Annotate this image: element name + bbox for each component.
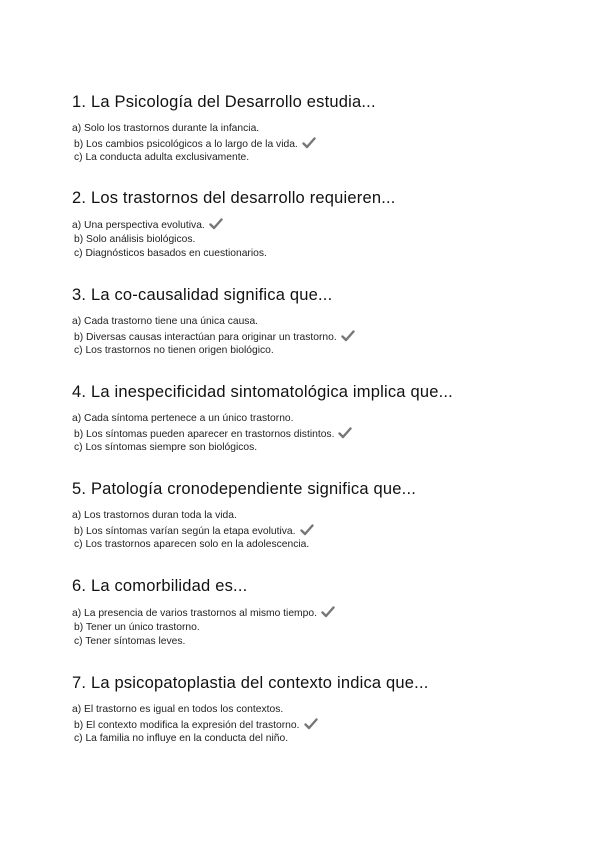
option-c [72,247,572,262]
option-b [72,137,572,152]
option-a [72,218,572,233]
checkmark-icon [302,137,316,149]
option-text: b) Tener un único trastorno. [74,621,200,633]
option-text: c) La conducta adulta exclusivamente. [74,152,250,164]
option-text: c) Tener síntomas leves. [74,636,186,648]
option-text: b) Solo análisis biológicos. [74,233,196,245]
question-title: 7. La psicopatoplastia del contexto indica que... [72,674,429,692]
option-b [72,330,572,345]
option-c [72,538,572,553]
option-c [72,732,572,747]
checkmark-icon [341,330,355,342]
option-text: b) Los síntomas varían según la etapa evolutiva. [74,525,296,537]
option-a [72,606,572,621]
option-text: c) Los síntomas siempre son biológicos. [74,442,258,454]
question-title: 3. La co-causalidad significa que... [72,286,333,304]
option-c [72,344,572,359]
option-c [72,635,572,650]
option-list [72,218,572,262]
option-b [72,621,572,636]
option-text: a) Cada síntoma pertenece a un único trastorno. [72,413,294,424]
checkmark-icon [338,427,352,439]
option-b [72,524,572,539]
option-text: a) La presencia de varios trastornos al mismo tiempo. [72,608,317,619]
option-text: a) Los trastornos duran toda la vida. [72,510,237,521]
option-a [72,412,572,427]
option-text: a) El trastorno es igual en todos los contextos. [72,704,284,715]
option-b [72,718,572,733]
option-text: b) Los cambios psicológicos a lo largo de la vida. [74,138,298,150]
option-b [72,427,572,442]
option-text: c) La familia no influye en la conducta del niño. [74,733,289,745]
question-5 [72,478,572,553]
question-title: 5. Patología cronodependiente significa que... [72,480,417,498]
option-text: c) Los trastornos aparecen solo en la adolescencia. [74,539,310,551]
question-title: 6. La comorbilidad es... [72,577,248,595]
question-2 [72,187,572,262]
option-a [72,315,572,330]
option-text: a) Cada trastorno tiene una única causa. [72,316,259,327]
option-a [72,509,572,524]
question-4 [72,381,572,456]
question-7 [72,672,572,747]
option-list [72,122,572,166]
option-a [72,703,572,718]
option-list [72,509,572,553]
option-text: a) Solo los trastornos durante la infancia. [72,123,260,134]
option-b [72,233,572,248]
checkmark-icon [209,218,223,230]
option-list [72,606,572,650]
option-c [72,441,572,456]
question-1 [72,91,572,166]
option-text: c) Los trastornos no tienen origen biológico. [74,345,274,357]
question-title: 2. Los trastornos del desarrollo requieren... [72,189,396,207]
option-text: a) Una perspectiva evolutiva. [72,220,205,231]
checkmark-icon [304,718,318,730]
question-3 [72,284,572,359]
question-title: 1. La Psicología del Desarrollo estudia... [72,93,376,111]
option-a [72,122,572,137]
option-text: c) Diagnósticos basados en cuestionarios. [74,248,267,260]
checkmark-icon [321,606,335,618]
option-text: b) El contexto modifica la expresión del trastorno. [74,719,300,731]
option-text: b) Los síntomas pueden aparecer en trastornos distintos. [74,428,335,440]
option-c [72,151,572,166]
question-6 [72,575,572,650]
option-text: b) Diversas causas interactúan para originar un trastorno. [74,331,337,343]
question-title: 4. La inespecificidad sintomatológica implica que... [72,383,453,401]
option-list [72,315,572,359]
option-list [72,703,572,747]
option-list [72,412,572,456]
checkmark-icon [300,524,314,536]
